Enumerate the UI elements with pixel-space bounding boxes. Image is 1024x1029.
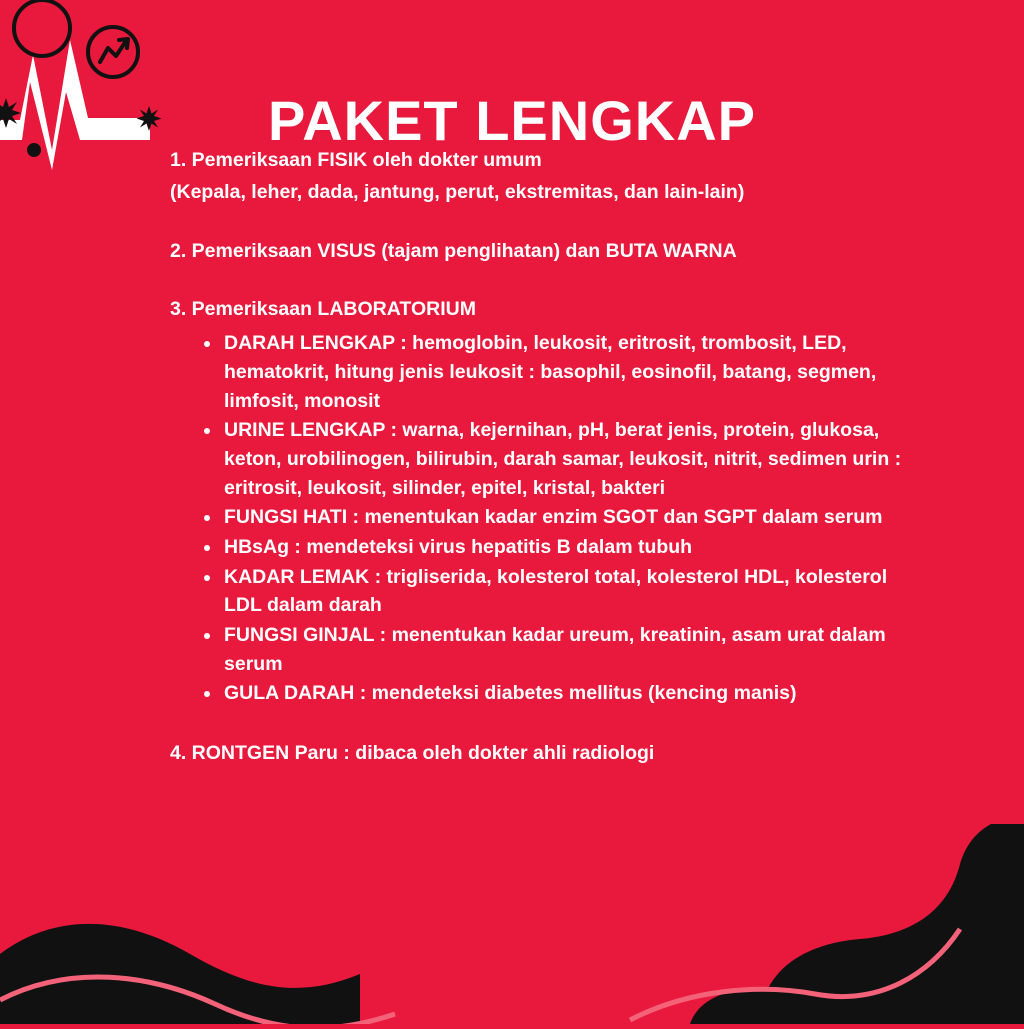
list-item [204,416,910,502]
lab-item-label: DARAH LENGKAP : [224,332,407,355]
black-wave-shape [0,824,1024,1024]
list-item [204,563,910,620]
spacer [170,709,910,739]
lab-item-label: GULA DARAH : [224,682,367,705]
lab-item-desc: menentukan kadar ureum, kreatinin, asam urat dalam serum [224,623,886,675]
package-content [170,145,910,768]
lab-item-desc: trigliserida, kolesterol total, kolesterol HDL, kolesterol LDL dalam darah [224,565,888,617]
lab-item-label: KADAR LEMAK : [224,565,382,588]
section-1-line-1: 1. Pemeriksaan FISIK oleh dokter umum [170,149,542,171]
lab-item-label: FUNGSI GINJAL : [224,623,387,646]
list-item [204,679,910,708]
lab-item-label: URINE LENGKAP : [224,419,397,442]
section-4-line: 4. RONTGEN Paru : dibaca oleh dokter ahli radiologi [170,741,655,764]
lab-item-list [170,329,910,708]
spacer [170,268,910,294]
lab-item-desc: warna, kejernihan, pH, berat jenis, protein, glukosa, keton, urobilinogen, bilirubin, darah samar, leukosit, nitrit, sedimen urin : eritrosit, leukosit, silinder, epitel, kristal, bakteri [224,419,902,499]
heart-icon [14,0,70,56]
lab-item-label: HBsAg : [224,535,301,558]
lab-item-desc: hemoglobin, leukosit, eritrosit, trombosit, LED, hematokrit, hitung jenis leukosit : basophil, eosinofil, batang, segmen, limfosit, monosit [224,332,877,412]
activity-arrow-icon [88,27,138,77]
list-item [204,621,910,678]
section-3-line-1: 3. Pemeriksaan LABORATORIUM [170,297,476,320]
page-title: PAKET LENGKAP [268,88,756,152]
section-1-line-2: (Kepala, leher, dada, jantung, perut, ekstremitas, dan lain-lain) [170,180,745,203]
lab-item-desc: mendeteksi diabetes mellitus (kencing manis) [366,682,797,705]
lab-item-desc: menentukan kadar enzim SGOT dan SGPT dalam serum [359,506,883,529]
wave-line-decoration [0,929,960,1024]
lab-item-desc: mendeteksi virus hepatitis B dalam tubuh [300,535,693,558]
list-item [204,329,910,415]
lab-item-label: FUNGSI HATI : [224,506,360,529]
bottom-decoration [0,824,1024,1024]
section-2-line-1: 2. Pemeriksaan VISUS (tajam penglihatan) dan BUTA WARNA [170,240,737,263]
list-item [204,503,910,532]
list-item [204,533,910,562]
spacer [170,208,910,236]
